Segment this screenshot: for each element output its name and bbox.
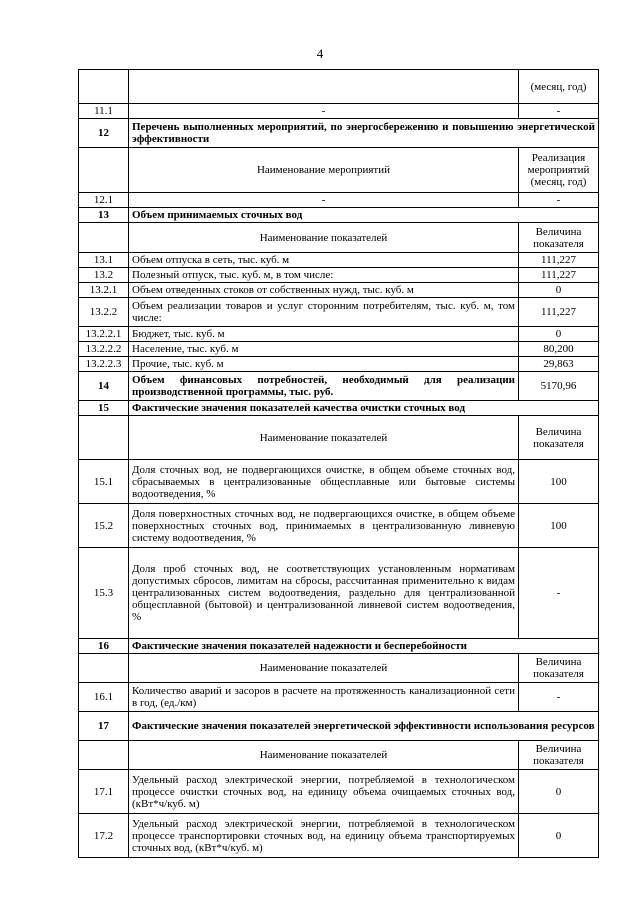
column-header-row xyxy=(79,148,599,193)
column-header-value: Величина показателя xyxy=(519,223,599,253)
column-header-value: Величина показателя xyxy=(519,654,599,683)
column-header-name: Наименование показателей xyxy=(129,741,519,770)
table-row xyxy=(79,298,599,327)
section-number: 13 xyxy=(79,208,129,223)
column-header-name: Наименование показателей xyxy=(129,416,519,460)
row-number: 15.2 xyxy=(79,504,129,548)
row-label: Бюджет, тыс. куб. м xyxy=(129,327,519,342)
section-title: Объем принимаемых сточных вод xyxy=(129,208,599,223)
row-label: Удельный расход электрической энергии, потребляемой в технологическом процессе транспортировки сточных вод, на единицу объема транспортируемых сточных вод, (кВт*ч/куб. м) xyxy=(129,814,519,858)
row-label: Удельный расход электрической энергии, потребляемой в технологическом процессе очистки сточных вод, на единицу объема очищаемых сточных вод, (кВт*ч/куб. м) xyxy=(129,770,519,814)
section-title: Фактические значения показателей энергетической эффективности использования ресурсов xyxy=(129,712,599,741)
row-label: Объем финансовых потребностей, необходимый для реализации производственной программы, тыс. руб. xyxy=(129,372,519,401)
row-number: 13.2 xyxy=(79,268,129,283)
row-value: - xyxy=(519,104,599,119)
section-row xyxy=(79,401,599,416)
section-number: 12 xyxy=(79,119,129,148)
header-number-cell xyxy=(79,416,129,460)
row-number: 11.1 xyxy=(79,104,129,119)
header-number-cell xyxy=(79,223,129,253)
row-label: Объем реализации товаров и услуг сторонним потребителям, тыс. куб. м, том числе: xyxy=(129,298,519,327)
column-header-row xyxy=(79,416,599,460)
row-number: 13.2.2.1 xyxy=(79,327,129,342)
table-row xyxy=(79,104,599,119)
column-header-name xyxy=(129,70,519,104)
row-value: 100 xyxy=(519,460,599,504)
row-value: 100 xyxy=(519,504,599,548)
header-number-cell xyxy=(79,741,129,770)
section-row xyxy=(79,639,599,654)
row-value: 5170,96 xyxy=(519,372,599,401)
row-value: 111,227 xyxy=(519,298,599,327)
column-header-name: Наименование мероприятий xyxy=(129,148,519,193)
row-label: Объем отведенных стоков от собственных нужд, тыс. куб. м xyxy=(129,283,519,298)
table-row xyxy=(79,268,599,283)
table-row xyxy=(79,372,599,401)
column-header-value: Величина показателя xyxy=(519,416,599,460)
row-number: 13.2.1 xyxy=(79,283,129,298)
row-label: Прочие, тыс. куб. м xyxy=(129,357,519,372)
row-value: 111,227 xyxy=(519,253,599,268)
data-table xyxy=(78,69,599,858)
header-number-cell xyxy=(79,654,129,683)
column-header-row xyxy=(79,654,599,683)
row-label: Количество аварий и засоров в расчете на протяженность канализационной сети в год, (ед./км) xyxy=(129,683,519,712)
header-number-cell xyxy=(79,70,129,104)
column-header-name: Наименование показателей xyxy=(129,223,519,253)
section-number: 17 xyxy=(79,712,129,741)
row-number: 17.1 xyxy=(79,770,129,814)
column-header-row xyxy=(79,223,599,253)
column-header-value: (месяц, год) xyxy=(519,70,599,104)
column-header-name: Наименование показателей xyxy=(129,654,519,683)
column-header-row xyxy=(79,741,599,770)
row-number: 13.1 xyxy=(79,253,129,268)
section-title: Фактические значения показателей надежности и бесперебойности xyxy=(129,639,599,654)
page-number: 4 xyxy=(316,46,324,61)
column-header-value: Величина показателя xyxy=(519,741,599,770)
row-value: - xyxy=(519,548,599,639)
section-title: Фактические значения показателей качества очистки сточных вод xyxy=(129,401,599,416)
row-number: 16.1 xyxy=(79,683,129,712)
row-number: 15.1 xyxy=(79,460,129,504)
column-header-row xyxy=(79,70,599,104)
row-value: 0 xyxy=(519,814,599,858)
table-row xyxy=(79,283,599,298)
table-row xyxy=(79,548,599,639)
table-row xyxy=(79,357,599,372)
section-row xyxy=(79,208,599,223)
row-number: 12.1 xyxy=(79,193,129,208)
table-row xyxy=(79,504,599,548)
row-label: Полезный отпуск, тыс. куб. м, в том числе: xyxy=(129,268,519,283)
row-label: - xyxy=(129,104,519,119)
row-value: 111,227 xyxy=(519,268,599,283)
table-row xyxy=(79,460,599,504)
row-label: Объем отпуска в сеть, тыс. куб. м xyxy=(129,253,519,268)
row-value: 0 xyxy=(519,770,599,814)
row-number: 13.2.2 xyxy=(79,298,129,327)
row-value: 29,863 xyxy=(519,357,599,372)
row-value: - xyxy=(519,683,599,712)
row-label: Доля сточных вод, не подвергающихся очистке, в общем объеме сточных вод, сбрасываемых в централизованные общесплавные или бытовые системы водоотведения, % xyxy=(129,460,519,504)
table-row xyxy=(79,814,599,858)
table-row xyxy=(79,327,599,342)
row-label: - xyxy=(129,193,519,208)
row-label: Население, тыс. куб. м xyxy=(129,342,519,357)
row-number: 13.2.2.3 xyxy=(79,357,129,372)
row-label: Доля поверхностных сточных вод, не подвергающихся очистке, в общем объеме поверхностных сточных вод, принимаемых в централизованную ливневую систему водоотведения, % xyxy=(129,504,519,548)
table-row xyxy=(79,193,599,208)
row-number: 13.2.2.2 xyxy=(79,342,129,357)
table-row xyxy=(79,342,599,357)
section-row xyxy=(79,119,599,148)
table-row xyxy=(79,253,599,268)
section-row xyxy=(79,712,599,741)
row-value: 0 xyxy=(519,283,599,298)
row-label: Доля проб сточных вод, не соответствующих установленным нормативам допустимых сбросов, лимитам на сбросы, рассчитанная применительно к видам централизованных систем водоотведения, раздельно для централизованной общесплавной (бытовой) и централизованной ливневой систем водоотведения, % xyxy=(129,548,519,639)
section-number: 15 xyxy=(79,401,129,416)
section-number: 16 xyxy=(79,639,129,654)
table-row xyxy=(79,683,599,712)
row-number: 14 xyxy=(79,372,129,401)
row-number: 17.2 xyxy=(79,814,129,858)
section-title: Перечень выполненных мероприятий, по энергосбережению и повышению энергетической эффективности xyxy=(129,119,599,148)
column-header-value: Реализация мероприятий (месяц, год) xyxy=(519,148,599,193)
row-number: 15.3 xyxy=(79,548,129,639)
header-number-cell xyxy=(79,148,129,193)
table-row xyxy=(79,770,599,814)
row-value: 0 xyxy=(519,327,599,342)
row-value: 80,200 xyxy=(519,342,599,357)
row-value: - xyxy=(519,193,599,208)
